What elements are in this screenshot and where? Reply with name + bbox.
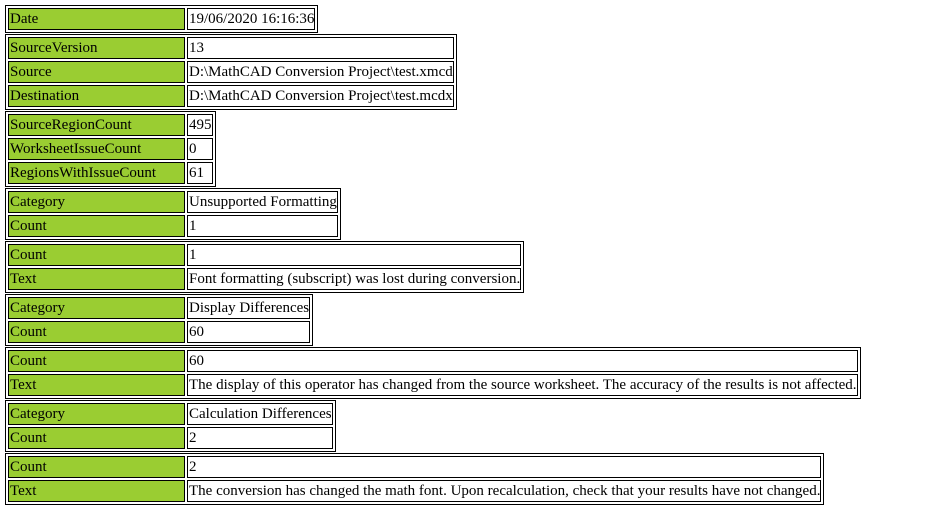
issue-table: [5, 241, 524, 293]
category-value: Unsupported Formatting: [187, 191, 338, 213]
conversion-report: [5, 5, 861, 506]
category-row: [8, 297, 310, 319]
category-count-value: 1: [187, 215, 338, 237]
category-count-value: 60: [187, 321, 310, 343]
source-label: Source: [8, 61, 185, 83]
regions-with-issue-count-label: RegionsWithIssueCount: [8, 162, 185, 184]
worksheet-issue-count-row: [8, 138, 213, 160]
issue-count-row: [8, 456, 821, 478]
issue-table: [5, 347, 861, 399]
issue-count-value: 1: [187, 244, 521, 266]
issue-text-value: Font formatting (subscript) was lost during conversion.: [187, 268, 521, 290]
issue-table: [5, 453, 824, 505]
category-label: Category: [8, 297, 185, 319]
destination-row: [8, 85, 454, 107]
category-count-label: Count: [8, 215, 185, 237]
issue-count-row: [8, 350, 858, 372]
category-value: Display Differences: [187, 297, 310, 319]
category-label: Category: [8, 191, 185, 213]
issue-text-row: [8, 374, 858, 396]
category-label: Category: [8, 403, 185, 425]
source-info-table: [5, 34, 457, 110]
date-label: Date: [8, 8, 185, 30]
category-row: [8, 191, 338, 213]
source-region-count-value: 495: [187, 114, 213, 136]
category-count-label: Count: [8, 321, 185, 343]
category-count-row: [8, 321, 310, 343]
category-count-row: [8, 215, 338, 237]
issue-count-value: 60: [187, 350, 858, 372]
date-row: [8, 8, 315, 30]
category-table: [5, 400, 336, 452]
issue-text-value: The conversion has changed the math font. Upon recalculation, check that your results have not changed.: [187, 480, 821, 502]
source-version-row: [8, 37, 454, 59]
source-version-value: 13: [187, 37, 454, 59]
source-value: D:\MathCAD Conversion Project\test.xmcd: [187, 61, 454, 83]
category-count-label: Count: [8, 427, 185, 449]
category-table: [5, 188, 341, 240]
worksheet-issue-count-label: WorksheetIssueCount: [8, 138, 185, 160]
regions-with-issue-count-value: 61: [187, 162, 213, 184]
worksheet-issue-count-value: 0: [187, 138, 213, 160]
issue-count-label: Count: [8, 350, 185, 372]
date-table: [5, 5, 318, 33]
issue-text-row: [8, 268, 521, 290]
issue-count-value: 2: [187, 456, 821, 478]
issue-text-label: Text: [8, 480, 185, 502]
date-value: 19/06/2020 16:16:36: [187, 8, 315, 30]
category-table: [5, 294, 313, 346]
destination-value: D:\MathCAD Conversion Project\test.mcdx: [187, 85, 454, 107]
source-region-count-label: SourceRegionCount: [8, 114, 185, 136]
category-value: Calculation Differences: [187, 403, 333, 425]
source-row: [8, 61, 454, 83]
issue-text-label: Text: [8, 374, 185, 396]
issue-count-label: Count: [8, 456, 185, 478]
source-version-label: SourceVersion: [8, 37, 185, 59]
counts-table: [5, 111, 216, 187]
category-count-value: 2: [187, 427, 333, 449]
regions-with-issue-count-row: [8, 162, 213, 184]
category-row: [8, 403, 333, 425]
destination-label: Destination: [8, 85, 185, 107]
issue-text-row: [8, 480, 821, 502]
source-region-count-row: [8, 114, 213, 136]
issue-text-label: Text: [8, 268, 185, 290]
category-count-row: [8, 427, 333, 449]
issue-count-label: Count: [8, 244, 185, 266]
issue-count-row: [8, 244, 521, 266]
issue-text-value: The display of this operator has changed from the source worksheet. The accuracy of the results is not affected.: [187, 374, 858, 396]
